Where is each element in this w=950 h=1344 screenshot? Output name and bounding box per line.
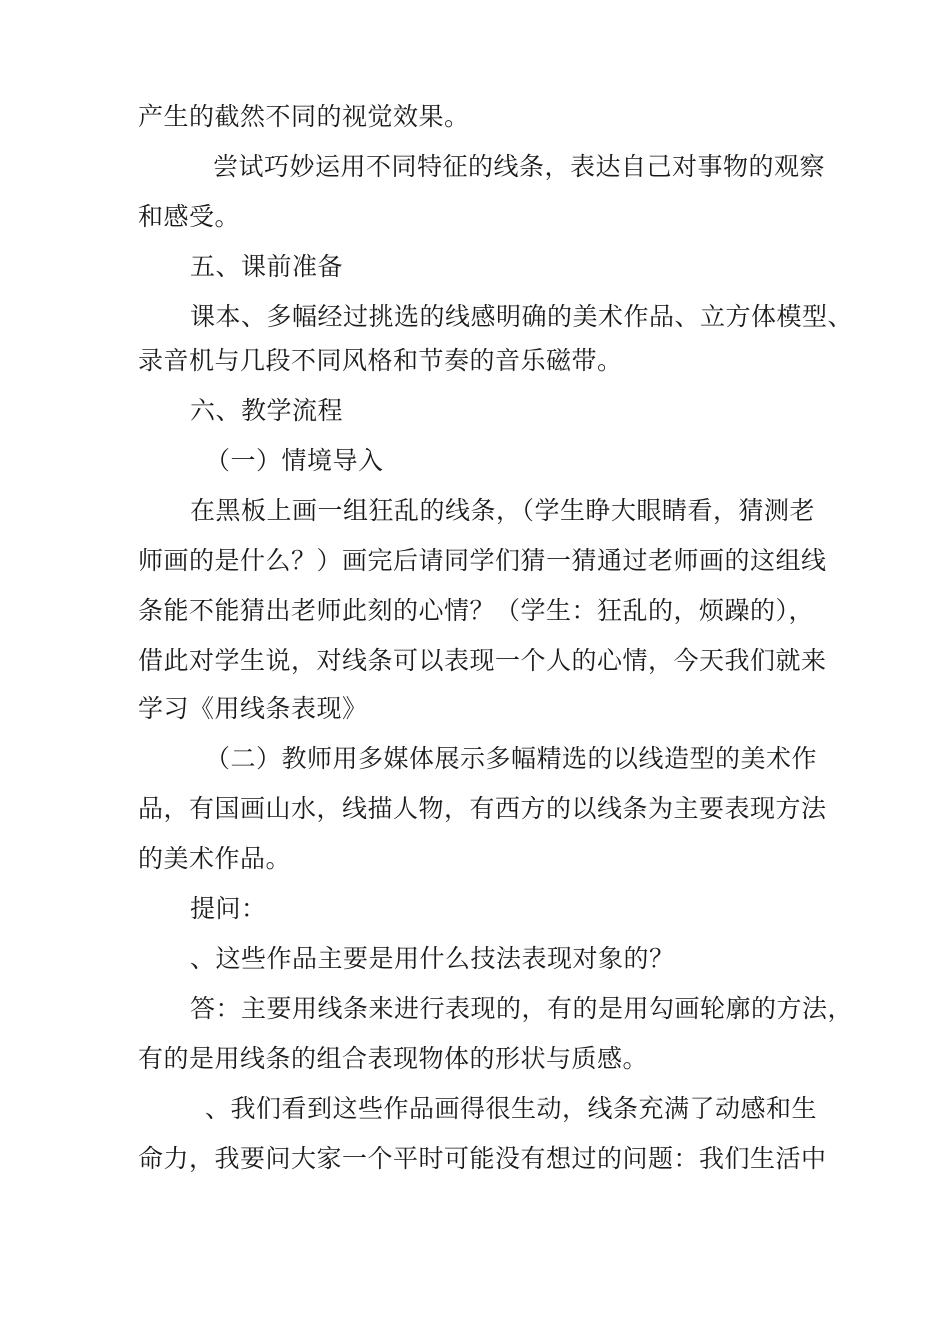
text-line: 尝试巧妙运用不同特征的线条，表达自己对事物的观察 [213,152,826,181]
section-heading: 五、课前准备 [190,252,344,281]
text-line: 、这些作品主要是用什么技法表现对象的？ [190,944,675,973]
text-line: 在黑板上画一组狂乱的线条，（学生睁大眼睛看，猜测老 [190,496,816,525]
section-heading: 六、教学流程 [190,396,344,425]
text-line: 借此对学生说，对线条可以表现一个人的心情，今天我们就来 [138,646,827,675]
text-line: 的美术作品。 [138,844,292,873]
text-line: 有的是用线条的组合表现物体的形状与质感。 [138,1044,649,1073]
text-line: 课本、多幅经过挑选的线感明确的美术作品、立方体模型、 [190,302,854,331]
text-line: 产生的截然不同的视觉效果。 [138,102,470,131]
text-line: 、我们看到这些作品画得很生动，线条充满了动感和生 [205,1094,818,1123]
text-line: 录音机与几段不同风格和节奏的音乐磁带。 [138,346,623,375]
text-line: 答：主要用线条来进行表现的，有的是用勾画轮廓的方法， [190,994,854,1023]
text-line: 提问： [190,894,267,923]
text-line: 条能不能猜出老师此刻的心情？（学生：狂乱的，烦躁的）， [138,596,815,625]
text-line: 学习《用线条表现》 [138,694,368,723]
subsection-heading: （一）情境导入 [205,446,384,475]
subsection-heading: （二）教师用多媒体展示多幅精选的以线造型的美术作 [205,744,818,773]
text-line: 和感受。 [138,202,241,231]
text-line: 命力，我要问大家一个平时可能没有想过的问题：我们生活中 [138,1144,827,1173]
text-line: 师画的是什么？）画完后请同学们猜一猜通过老师画的这组线 [138,546,827,575]
text-line: 品，有国画山水，线描人物，有西方的以线条为主要表现方法 [138,794,827,823]
